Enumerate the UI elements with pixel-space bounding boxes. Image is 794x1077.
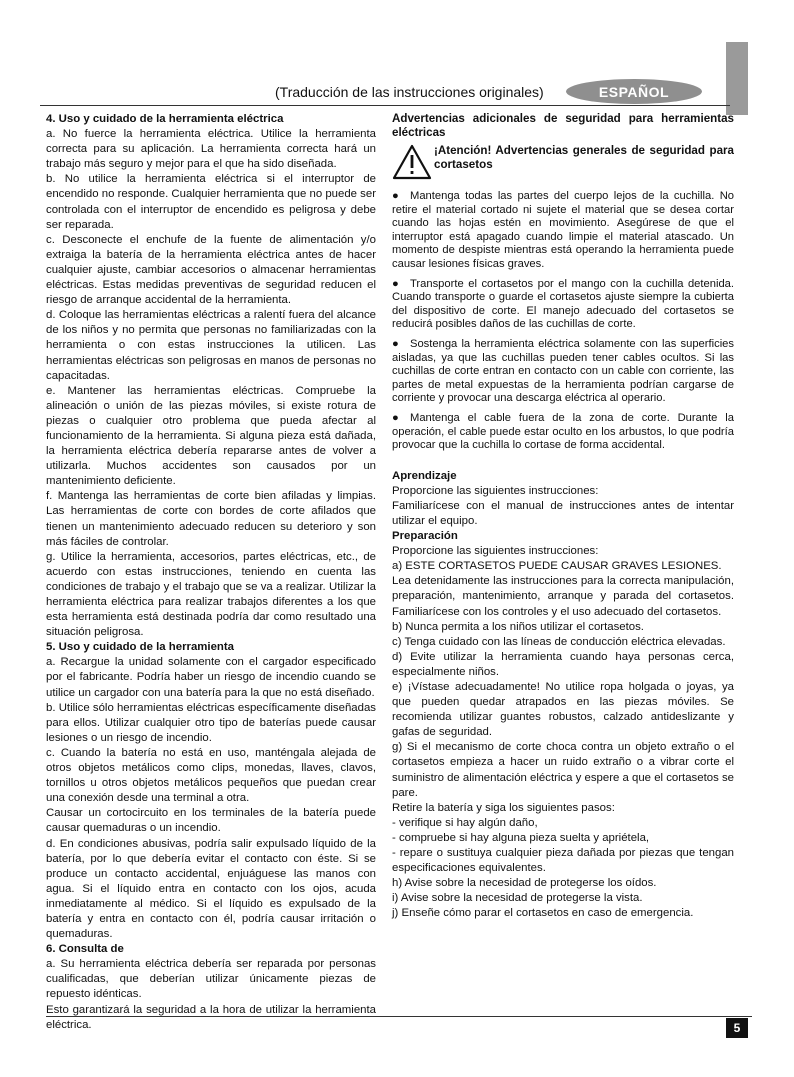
- warning-bullet: [392, 338, 734, 406]
- right-column: [392, 112, 734, 922]
- bullet-dot-icon: ●: [392, 411, 399, 424]
- instruction-line: g) Si el mecanismo de corte choca contra un objeto extraño o el cortasetos empieza a hacer un ruido extraño o a vibrar corte el suministro de alimentación eléctrica y espere a que el cortasetos se pare.: [392, 741, 734, 799]
- paragraph: d. En condiciones abusivas, podría salir expulsado líquido de la batería, por lo que debería evitar el contacto con éste. Si se produce un contacto accidental, enjuáguese las manos con agua. Si el líquido entra en contacto con los ojos, acuda inmediatamente al médico. Si el líquido es expulsado de la batería y entra en contacto con él, podría causar irritación o quemaduras.: [46, 837, 376, 941]
- instruction-line: Lea detenidamente las instrucciones para la correcta manipulación, preparación, mantenimiento, arranque y parada del cortasetos. Familiarícese con los controles y el uso adecuado del cortasetos.: [392, 575, 734, 618]
- preparation-heading: Preparación: [392, 530, 458, 543]
- learning-heading: Aprendizaje: [392, 469, 457, 482]
- paragraph: c. Desconecte el enchufe de la fuente de alimentación y/o extraiga la batería de la herramienta eléctrica antes de hacer cualquier ajuste, cambiar accesorios o almacenar herramientas eléctricas. Estas medidas preventivas de seguridad reducen el riesgo de arranque accidental de la herramienta.: [46, 233, 376, 307]
- instruction-line: Proporcione las siguientes instrucciones:: [392, 484, 599, 497]
- left-column: [46, 112, 376, 1033]
- translation-note: (Traducción de las instrucciones originales): [275, 84, 544, 100]
- footer-divider: [46, 1016, 752, 1017]
- header-divider: [40, 105, 730, 106]
- paragraph: b. No utilice la herramienta eléctrica si el interruptor de encendido no responde. Cualquier herramienta que no puede ser controlada con el interruptor de encendido es peligrosa y debe ser reparada.: [46, 173, 376, 231]
- paragraph: Esto garantizará la seguridad a la hora de utilizar la herramienta eléctrica.: [46, 1003, 376, 1031]
- paragraph: a. Recargue la unidad solamente con el cargador especificado por el fabricante. Podría haber un riesgo de incendio cuando se utilice un cargador con una batería para la que no está diseñado.: [46, 656, 376, 699]
- warning-box: [392, 144, 734, 180]
- paragraph: e. Mantener las herramientas eléctricas. Compruebe la alineación o unión de las piezas móviles, si existe rotura de piezas o cualquier otro problema que pueda afectar al funcionamiento de la herramienta. Si alguna pieza está dañada, la herramienta eléctrica debería repararse antes de volver a utilizarla. Muchos accidentes son causados por un mantenimiento deficiente.: [46, 384, 376, 488]
- instruction-line: - verifique si hay algún daño,: [392, 816, 538, 829]
- section-heading: 6. Consulta de: [46, 943, 124, 956]
- paragraph: Causar un cortocircuito en los terminales de la batería puede causar quemaduras o un incendio.: [46, 807, 376, 835]
- instruction-line: i) Avise sobre la necesidad de protegerse la vista.: [392, 892, 643, 905]
- bullet-dot-icon: ●: [392, 337, 399, 350]
- paragraph: c. Cuando la batería no está en uso, manténgala alejada de otros objetos metálicos como clips, monedas, llaves, clavos, tornillos u otros objetos metálicos pequeños que puedan crear una conexión desde una terminal a otra.: [46, 746, 376, 805]
- warning-heading: ¡Atención! Advertencias generales de seguridad para cortasetos: [434, 144, 734, 171]
- bullet-dot-icon: ●: [392, 190, 399, 202]
- instruction-line: e) ¡Vístase adecuadamente! No utilice ropa holgada o joyas, ya que pueden quedar atrapados en las piezas móviles. Se recomienda utilizar guantes robustos, calzado antideslizante y gafas de seguridad.: [392, 681, 734, 739]
- warning-bullet: [392, 412, 734, 453]
- instruction-line: Retire la batería y siga los siguientes pasos:: [392, 801, 615, 814]
- paragraph: b. Utilice sólo herramientas eléctricas específicamente diseñadas para ellos. Utilizar cualquier otro tipo de baterías puede causar lesiones o un riesgo de incendio.: [46, 701, 376, 744]
- warning-triangle-icon: [392, 144, 432, 180]
- learning-section: [392, 484, 734, 529]
- warning-bullet: [392, 278, 734, 332]
- bullet-dot-icon: ●: [392, 277, 399, 290]
- bullet-text: Transporte el cortasetos por el mango con la cuchilla detenida. Cuando transporte o guarde el cortasetos ajuste siempre la cubierta del dispositivo de corte. El manejo adecuado del cortasetos se reducirá posibles daños de las cuchillas de corte.: [392, 277, 734, 331]
- instruction-line: j) Enseñe cómo parar el cortasetos en caso de emergencia.: [392, 907, 694, 920]
- section-heading: 5. Uso y cuidado de la herramienta: [46, 641, 235, 654]
- paragraph: f. Mantenga las herramientas de corte bien afiladas y limpias. Las herramientas de corte con bordes de corte afilados que tienen un mantenimiento adecuado reducen su deterioro y son más fáciles de controlar.: [46, 490, 376, 548]
- section-heading: Advertencias adicionales de seguridad para herramientas eléctricas: [392, 112, 734, 139]
- paragraph: d. Coloque las herramientas eléctricas a ralentí fuera del alcance de los niños y no permita que personas no familiarizadas con la herramienta o con estas instrucciones la utilicen. Las herramientas eléctricas son peligrosas en manos de personas no capacitadas.: [46, 309, 376, 382]
- instruction-line: Familiarícese con el manual de instrucciones antes de intentar utilizar el equipo.: [392, 499, 734, 527]
- bullet-text: Sostenga la herramienta eléctrica solamente con las superficies aisladas, ya que las cuchillas pueden tener cables ocultos. Si las cuchillas de corte entran en contacto con un cable con corriente, las partes de metal expuestas de la herramienta podrían cargarse de corriente y provocar una descarga eléctrica al operario.: [392, 337, 734, 405]
- instruction-line: a) ESTE CORTASETOS PUEDE CAUSAR GRAVES LESIONES.: [392, 560, 722, 573]
- instruction-line: c) Tenga cuidado con las líneas de conducción eléctrica elevadas.: [392, 635, 726, 648]
- warning-bullet-list: [392, 190, 734, 453]
- bullet-text: Mantenga el cable fuera de la zona de corte. Durante la operación, el cable puede estar oculto en los arbustos, lo que podría provocar que la cuchilla lo cortase de forma accidental.: [392, 411, 734, 452]
- language-badge: ESPAÑOL: [566, 79, 702, 104]
- warning-bullet: [392, 190, 734, 272]
- instruction-line: d) Evite utilizar la herramienta cuando haya personas cerca, especialmente niños.: [392, 650, 734, 678]
- paragraph: a. Su herramienta eléctrica debería ser reparada por personas cualificadas, que deberían utilizar únicamente piezas de repuesto idénticas.: [46, 958, 376, 1001]
- preparation-section: [392, 544, 734, 921]
- instruction-line: - compruebe si hay alguna pieza suelta y apriétela,: [392, 831, 650, 844]
- instruction-line: h) Avise sobre la necesidad de protegerse los oídos.: [392, 877, 657, 890]
- bullet-text: Mantenga todas las partes del cuerpo lejos de la cuchilla. No retire el material cortado ni sujete el material que se desea cortar cuando las hojas estén en movimiento. Asegúrese de que el interruptor está apagado cuando limpie el material atascado. Un momento de despiste mientras está operando la herramienta puede causar lesiones físicas graves.: [392, 190, 734, 270]
- instruction-line: b) Nunca permita a los niños utilizar el cortasetos.: [392, 620, 644, 633]
- instruction-line: - repare o sustituya cualquier pieza dañada por piezas que tengan especificaciones equivalentes.: [392, 847, 734, 875]
- section-heading: 4. Uso y cuidado de la herramienta eléctrica: [46, 113, 284, 125]
- paragraph: a. No fuerce la herramienta eléctrica. Utilice la herramienta correcta para su aplicación. La herramienta correcta hará un trabajo más seguro y mejor para el que ha sido diseñada.: [46, 128, 376, 171]
- paragraph: g. Utilice la herramienta, accesorios, partes eléctricas, etc., de acuerdo con estas instrucciones, teniendo en cuenta las condiciones de trabajo y el trabajo que se va a realizar. Utilizar la herramienta eléctrica para realizar trabajos diferentes a los que esta herramienta está destinada podría dar como resultado una situación peligrosa.: [46, 550, 376, 639]
- instruction-line: Proporcione las siguientes instrucciones:: [392, 545, 599, 558]
- page-number: 5: [726, 1018, 748, 1038]
